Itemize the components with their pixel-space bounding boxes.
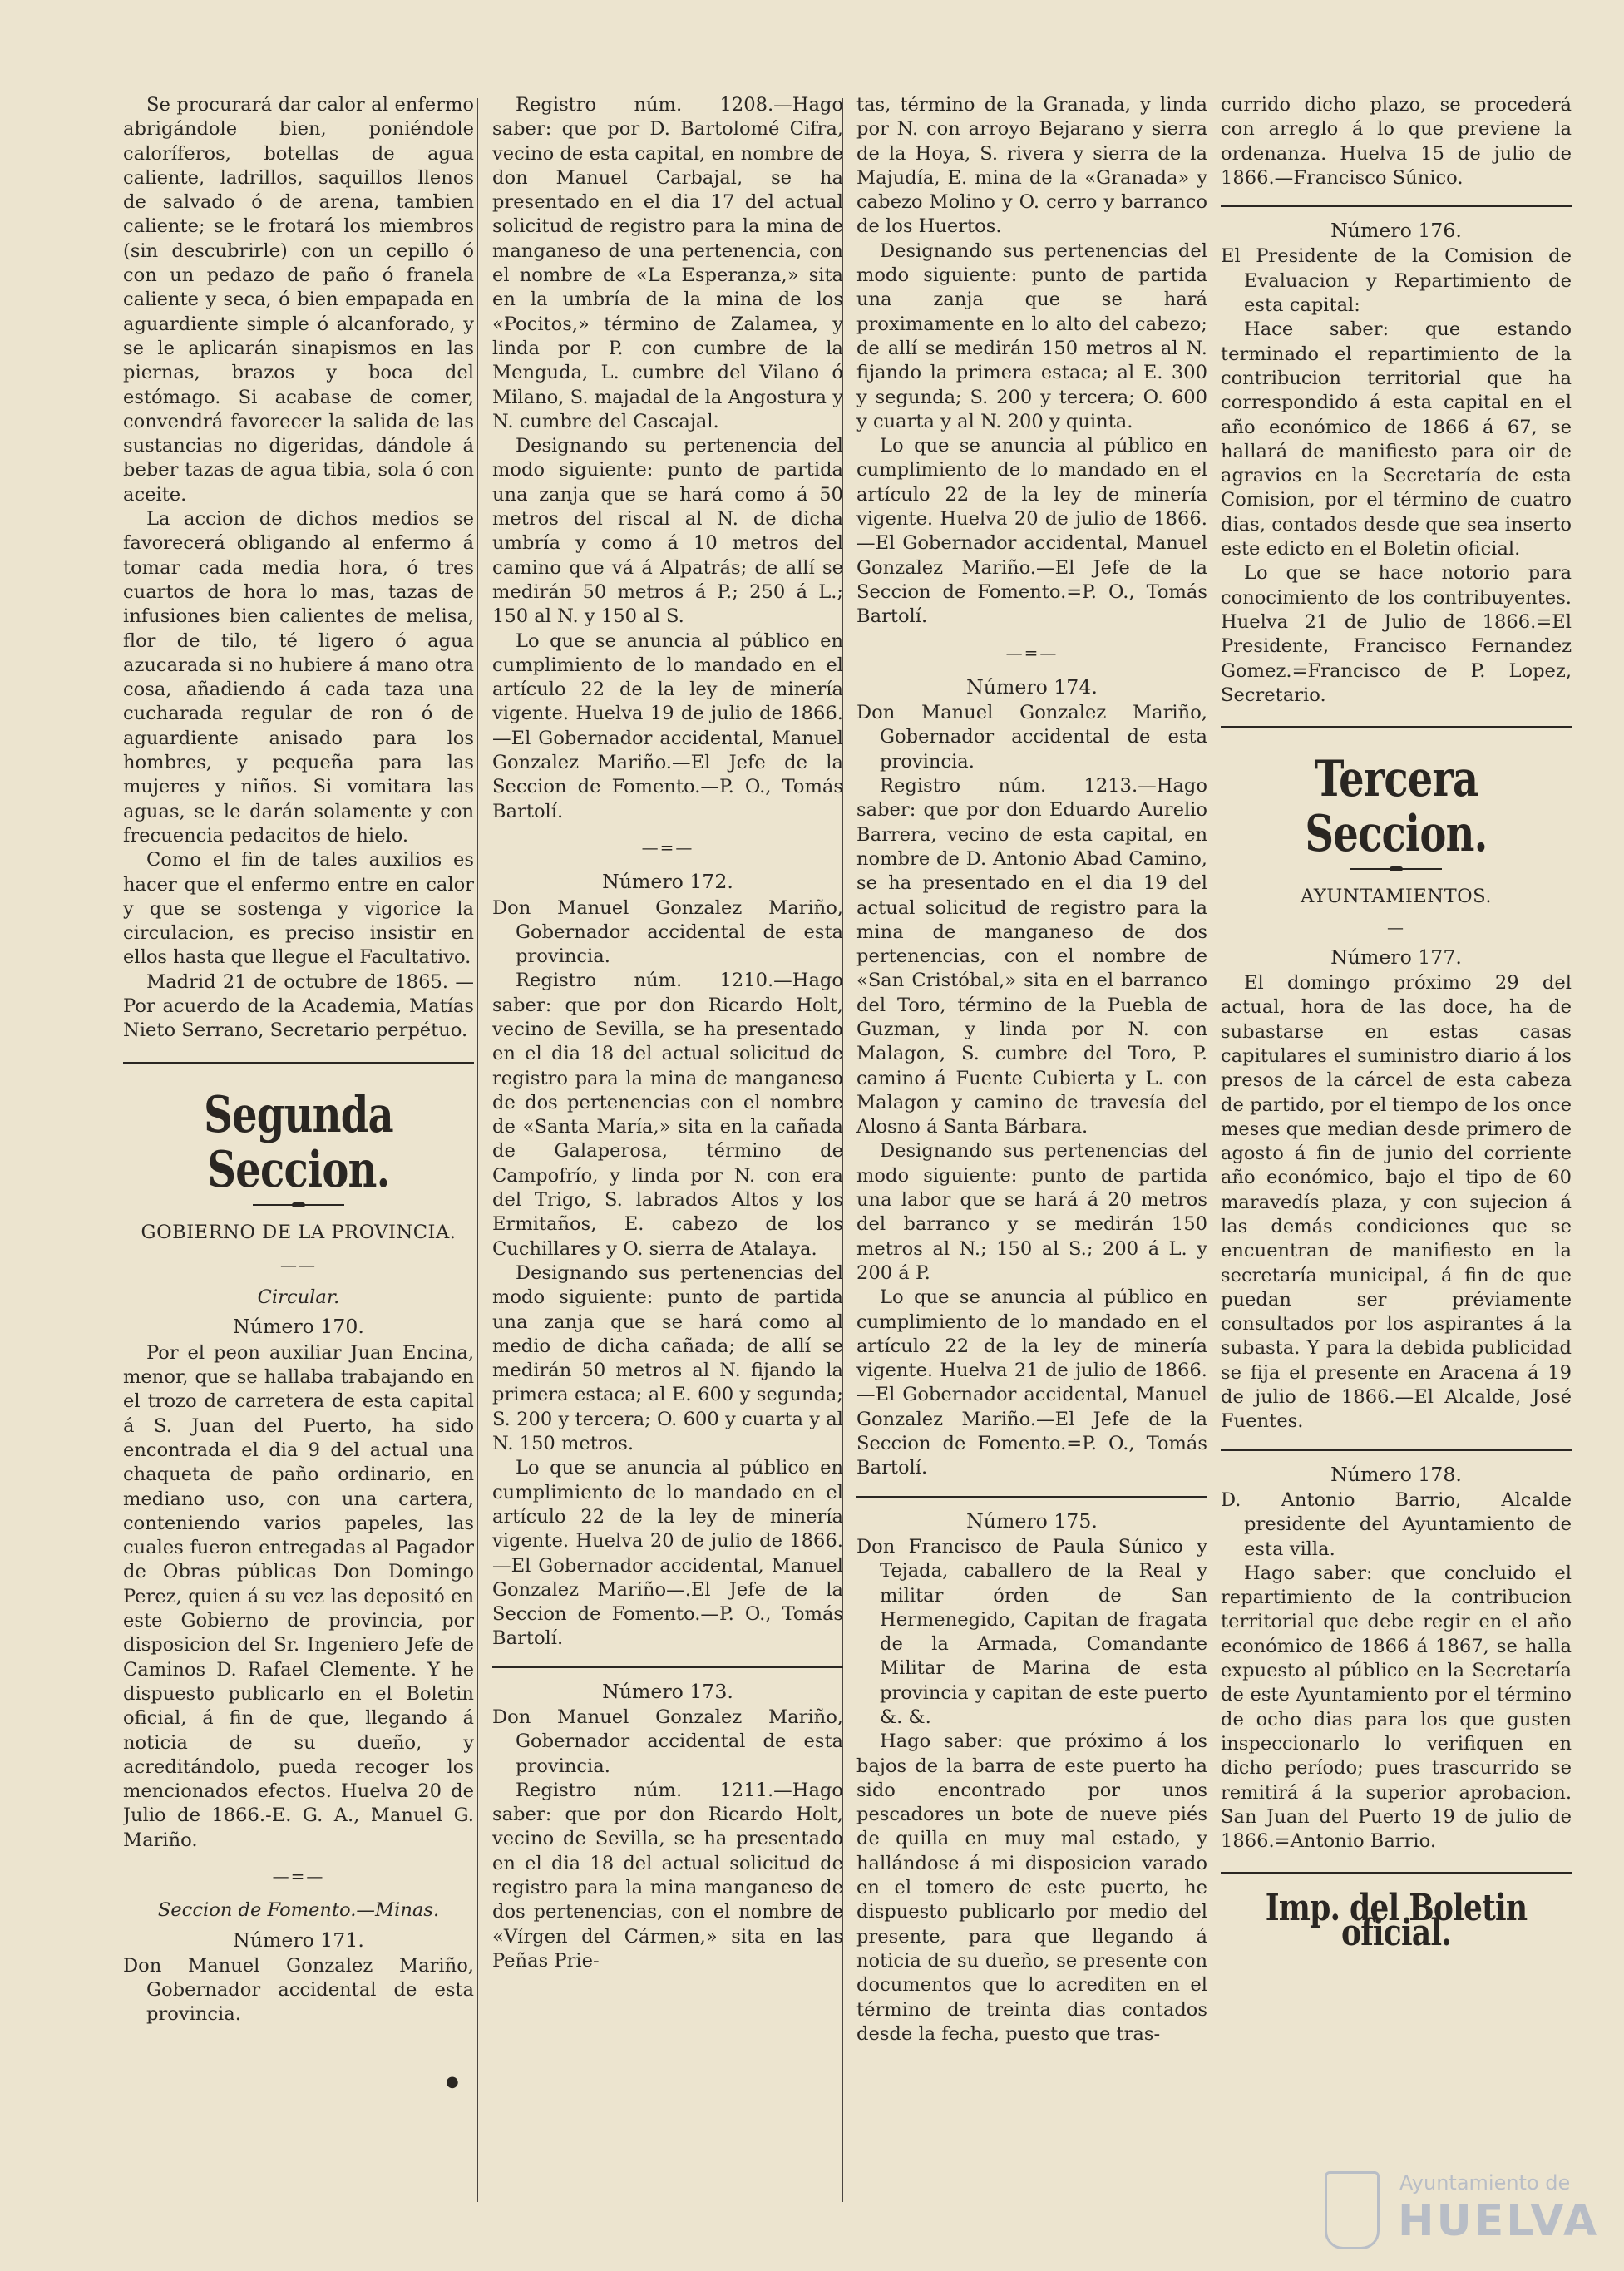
divider bbox=[1221, 205, 1572, 207]
ornament: —=— bbox=[272, 1866, 325, 1886]
paragraph: Hago saber: que concluido el repartimiento de la contribucion territorial que debe regir en el año económico de 1866 á 1867, se halla expuesto al público en la Secretaría de este Ayuntamiento por el término de ocho dias para los que gusten inspeccionarlo lo verifiquen en dicho período; pues trascurrido se remitirá á la superior aprobacion. San Juan del Puerto 19 de julio de 1866.=Antonio Barrio. bbox=[1221, 1562, 1572, 1853]
paragraph: Madrid 21 de octubre de 1865. —Por acuerdo de la Academia, Matías Nieto Serrano, Secretario perpétuo. bbox=[123, 970, 474, 1042]
paragraph: Lo que se anuncia al público en cumplimiento de lo mandado en el artículo 22 de la ley de minería vigente. Huelva 20 de julio de 1866.—El Gobernador accidental, Manuel Gonzalez Mariño.—El Jefe de la Seccion de Fomento.=P. O., Tomás Bartolí. bbox=[856, 435, 1207, 628]
paragraph: Registro núm. 1211.—Hago saber: que por don Ricardo Holt, vecino de Sevilla, se ha presentado en el dia 18 del actual solicitud de registro para la mina manganeso de dos pertenencias, con el nombre de «Vírgen del Cármen,» sita en las Peñas Prie- bbox=[492, 1779, 843, 1972]
paragraph: Lo que se hace notorio para conocimiento de los contribuyentes. Huelva 21 de Julio de 1866.=El Presidente, Francisco Fernandez Gomez.=Francisco de P. Lopez, Secretario. bbox=[1221, 562, 1572, 706]
ornament bbox=[253, 1204, 344, 1206]
notice-number: Número 170. bbox=[233, 1315, 364, 1339]
notice-header: Don Manuel Gonzalez Mariño, Gobernador accidental de esta provincia. bbox=[856, 702, 1207, 773]
section-rule bbox=[1221, 726, 1572, 728]
paragraph: Lo que se anuncia al público en cumplimiento de lo mandado en el artículo 22 de la ley de minería vigente. Huelva 20 de julio de 1866.—El Gobernador accidental, Manuel Gonzalez Mariño—.El Jefe de la Seccion de Fomento.—P. O., Tomás Bartolí. bbox=[492, 1457, 843, 1650]
notice-number: Número 177. bbox=[1330, 945, 1462, 969]
notice-header: Don Manuel Gonzalez Mariño, Gobernador accidental de esta provincia. bbox=[123, 1954, 474, 2026]
paragraph: Registro núm. 1210.—Hago saber: que por don Ricardo Holt, vecino de Sevilla, se ha presentado en el dia 18 del actual solicitud de registro para la mina de manganeso de dos pertenencias con el nombre de «Santa María,» sita en la cañada de Galaperosa, término de Campofrío, y linda por N. con era del Trigo, S. labrados Altos y los Ermitaños, E. cabezo de los Cuchillares y O. sierra de Atalaya. bbox=[492, 970, 843, 1260]
paragraph: Hace saber: que estando terminado el repartimiento de la contribucion territorial que ha correspondido á esta capital en el año económico de 1866 á 67, se hallará de manifiesto para oir de agravios en la Secretaría de esta Comision, por el término de cuatro dias, contados desde que sea inserto este edicto en el Boletin oficial. bbox=[1221, 318, 1572, 560]
paragraph: Hago saber: que próximo á los bajos de la barra de este puerto ha sido encontrado por unos pescadores un bote de nueve piés de quilla en muy mal estado, y hallándose á mi disposicion varado en el tomero de este puerto, he dispuesto publicarlo por medio del presente, para que llegando á noticia de su dueño, se presente con documentos que lo acrediten en el término de treinta dias contados desde la fecha, puesto que tras- bbox=[856, 1730, 1207, 2045]
paragraph: Como el fin de tales auxilios es hacer que el enfermo entre en calor y que se sostenga y vigorice la circulacion, es preciso insistir en ellos hasta que llegue el Facultativo. bbox=[123, 849, 474, 969]
section-rule bbox=[123, 1062, 474, 1064]
paragraph: Se procurará dar calor al enfermo abrigándole bien, poniéndole caloríferos, botellas de agua caliente, ladrillos, saquillos llenos de salvado ó de arena, tambien caliente; se le frotará los miembros (sin descubrirle) con un cepillo ó con un pedazo de paño ó franela caliente y seca, ó bien empapada en aguardiente simple ó alcanforado, y se le aplicarán sinapismos en las piernas, brazos y boca del estómago. Si acabase de comer, convendrá favorecer la salida de las sustancias no digeridas, dándole á beber tazas de agua tibia, sola ó con aceite. bbox=[123, 94, 474, 506]
printer-imprint: Imp. del Boletin oficial. bbox=[1265, 1887, 1528, 1954]
paragraph: Registro núm. 1213.—Hago saber: que por don Eduardo Aurelio Barrera, vecino de esta capital, en nombre de D. Antonio Abad Camino, se ha presentado en el dia 19 del actual solicitud de registro para la mina de manganeso de dos pertenencias, con el nombre de «San Cristóbal,» sita en el barranco del Toro, término de la Puebla de Guzman, y linda por N. con Malagon, S. cumbre del Toro, P. camino á Fuente Cubierta y L. con Malagon y camino de travesía del Alosno á Santa Bárbara. bbox=[856, 775, 1207, 1138]
divider bbox=[492, 1666, 843, 1668]
notice-number: Número 178. bbox=[1330, 1462, 1462, 1486]
section-title: Tercera Seccion. bbox=[1305, 750, 1488, 864]
subsection-title: Seccion de Fomento.—Minas. bbox=[157, 1899, 440, 1922]
ornament: —— bbox=[280, 1254, 317, 1275]
subsection-title: AYUNTAMIENTOS. bbox=[1300, 886, 1493, 908]
notice-number: Número 174. bbox=[966, 674, 1098, 699]
paragraph: currido dicho plazo, se procederá con arreglo á lo que previene la ordenanza. Huelva 15 de julio de 1866.—Francisco Súnico. bbox=[1221, 94, 1572, 189]
notice-header: El Presidente de la Comision de Evaluacion y Repartimiento de esta capital: bbox=[1221, 245, 1572, 317]
notice-header: Don Manuel Gonzalez Mariño, Gobernador accidental de esta provincia. bbox=[492, 1706, 843, 1777]
shield-icon bbox=[1325, 2171, 1380, 2249]
watermark-line: HUELVA bbox=[1398, 2196, 1600, 2246]
notice-number: Número 171. bbox=[233, 1928, 364, 1952]
notice-number: Número 172. bbox=[602, 870, 733, 894]
divider bbox=[1221, 1449, 1572, 1451]
ornament bbox=[1350, 868, 1442, 870]
notice-header: D. Antonio Barrio, Alcalde presidente del Ayuntamiento de esta villa. bbox=[1221, 1488, 1572, 1560]
paragraph: Por el peon auxiliar Juan Encina, menor, que se hallaba trabajando en el trozo de carretera de esta capital á S. Juan del Puerto, ha sido encontrada el dia 9 del actual una chaqueta de paño ordinario, en mediano uso, con una cartera, conteniendo varios papeles, las cuales fueron entregadas al Pagador de Obras públicas Don Domingo Perez, quien á su vez las depositó en este Gobierno de provincia, por disposicion del Sr. Ingeniero Jefe de Caminos D. Rafael Clemente. Y he dispuesto publicarlo en el Boletin oficial, á fin de que, llegando á noticia de su dueño, y acreditándolo, pueda recoger los mencionados efectos. Huelva 20 de Julio de 1866.-E. G. A., Manuel G. Mariño. bbox=[123, 1341, 474, 1851]
paragraph: Designando sus pertenencias del modo siguiente: punto de partida una labor que se hará á 20 metros del barranco y se medirán 150 metros al N.; 150 al S.; 200 á L. y 200 á P. bbox=[856, 1140, 1207, 1284]
column-4 bbox=[1221, 93, 1572, 2239]
ornament: —=— bbox=[1005, 642, 1059, 663]
paragraph: Designando su pertenencia del modo siguiente: punto de partida una zanja que se hará como á 50 metros del riscal al N. de dicha umbría y como á 10 metros del camino que vá á Alpatrás; de allí se medirán 50 metros á P.; 250 á L.; 150 al N. y 150 al S. bbox=[492, 435, 843, 628]
notice-header: Don Manuel Gonzalez Mariño, Gobernador accidental de esta provincia. bbox=[492, 896, 843, 968]
paragraph: Lo que se anuncia al público en cumplimiento de lo mandado en el artículo 22 de la ley de minería vigente. Huelva 21 de julio de 1866.—El Gobernador accidental, Manuel Gonzalez Mariño.—El Jefe de la Seccion de Fomento.=P. O., Tomás Bartolí. bbox=[856, 1286, 1207, 1479]
subsection-title: GOBIERNO DE LA PROVINCIA. bbox=[141, 1221, 457, 1243]
watermark-line: Ayuntamiento de bbox=[1399, 2171, 1571, 2194]
section-rule bbox=[1221, 1872, 1572, 1874]
paragraph: Designando sus pertenencias del modo siguiente: punto de partida una zanja que se hará como al medio de dicha cañada; de allí se medirán 50 metros al N. fijando la primera estaca; al E. 600 y segunda; S. 200 y tercera; O. 600 y cuarta y al N. 150 metros. bbox=[492, 1261, 843, 1455]
column-divider bbox=[477, 98, 478, 2202]
paragraph: El domingo próximo 29 del actual, hora de las doce, ha de subastarse en estas casas capitulares el suministro diario á los presos de la cárcel de esta cabeza de partido, por el tiempo de los once meses que median desde primero de agosto á fin de junio del corriente año económico, bajo el tipo de 60 maravedís plaza, y con sujecion á las demás condiciones que se encuentran de manifiesto en la secretaría municipal, á fin de que puedan ser préviamente consultados por los aspirantes á la subasta. Y para la debida publicidad se fija el presente en Aracena á 19 de julio de 1866.—El Alcalde, José Fuentes. bbox=[1221, 972, 1572, 1433]
paragraph: Designando sus pertenencias del modo siguiente: punto de partida una zanja que se hará proximamente en lo alto del cabezo; de allí se medirán 150 metros al N. fijando la primera estaca; al E. 300 y segunda; S. 200 y tercera; O. 600 y cuarta y al N. 200 y quinta. bbox=[856, 239, 1207, 432]
notice-type: Circular. bbox=[257, 1286, 340, 1309]
ornament: — bbox=[1387, 917, 1405, 938]
column-2 bbox=[492, 93, 843, 2239]
paragraph: tas, término de la Granada, y linda por N. con arroyo Bejarano y sierra de la Hoya, S. rivera y sierra de la Majudía, E. mina de la «Granada» y cabezo Molino y O. cerro y barranco de los Huertos. bbox=[856, 94, 1207, 238]
section-title: Segunda Seccion. bbox=[204, 1085, 393, 1199]
paragraph: Registro núm. 1208.—Hago saber: que por D. Bartolomé Cifra, vecino de esta capital, en nombre de don Manuel Carbajal, se ha presentado en el dia 17 del actual solicitud de registro para la mina de manganeso de una pertenencia, con el nombre de «La Esperanza,» sita en la umbría de la mina de los «Pocitos,» término de Zalamea, y linda por P. con cumbre de la Menguda, L. cumbre del Vilano ó Milano, S. majadal de la Angostura y N. cumbre del Cascajal. bbox=[492, 94, 843, 432]
column-1 bbox=[123, 93, 474, 2239]
notice-number: Número 175. bbox=[966, 1508, 1098, 1533]
notice-header: Don Francisco de Paula Súnico y Tejada, caballero de la Real y militar órden de San Hermenegido, Capitan de fragata de la Armada, Comandante Militar de Marina de esta provincia y capitan de este puerto &. &. bbox=[856, 1535, 1207, 1728]
ink-dot: ● bbox=[446, 2073, 459, 2091]
column-3 bbox=[856, 93, 1207, 2239]
notice-number: Número 176. bbox=[1330, 219, 1462, 243]
notice-number: Número 173. bbox=[602, 1679, 733, 1703]
paragraph: Lo que se anuncia al público en cumplimiento de lo mandado en el artículo 22 de la ley de minería vigente. Huelva 19 de julio de 1866.—El Gobernador accidental, Manuel Gonzalez Mariño.—El Jefe de la Seccion de Fomento.—P. O., Tomás Bartolí. bbox=[492, 629, 843, 822]
paragraph: La accion de dichos medios se favorecerá obligando al enfermo á tomar cada media hora, ó tres cuartos de hora lo mas, tazas de infusiones bien calientes de melisa, flor de tilo, té ligero ó agua azucarada si no hubiere á mano otra cosa, añadiendo á cada taza una cucharada regular de ron ó de aguardiente anisado para los hombres, y pequeña para las mujeres y niños. Si vomitara las aguas, se le darán solamente y con frecuencia pedacitos de hielo. bbox=[123, 508, 474, 847]
divider bbox=[856, 1496, 1207, 1498]
ornament: —=— bbox=[641, 837, 694, 857]
watermark bbox=[1325, 2163, 1600, 2254]
